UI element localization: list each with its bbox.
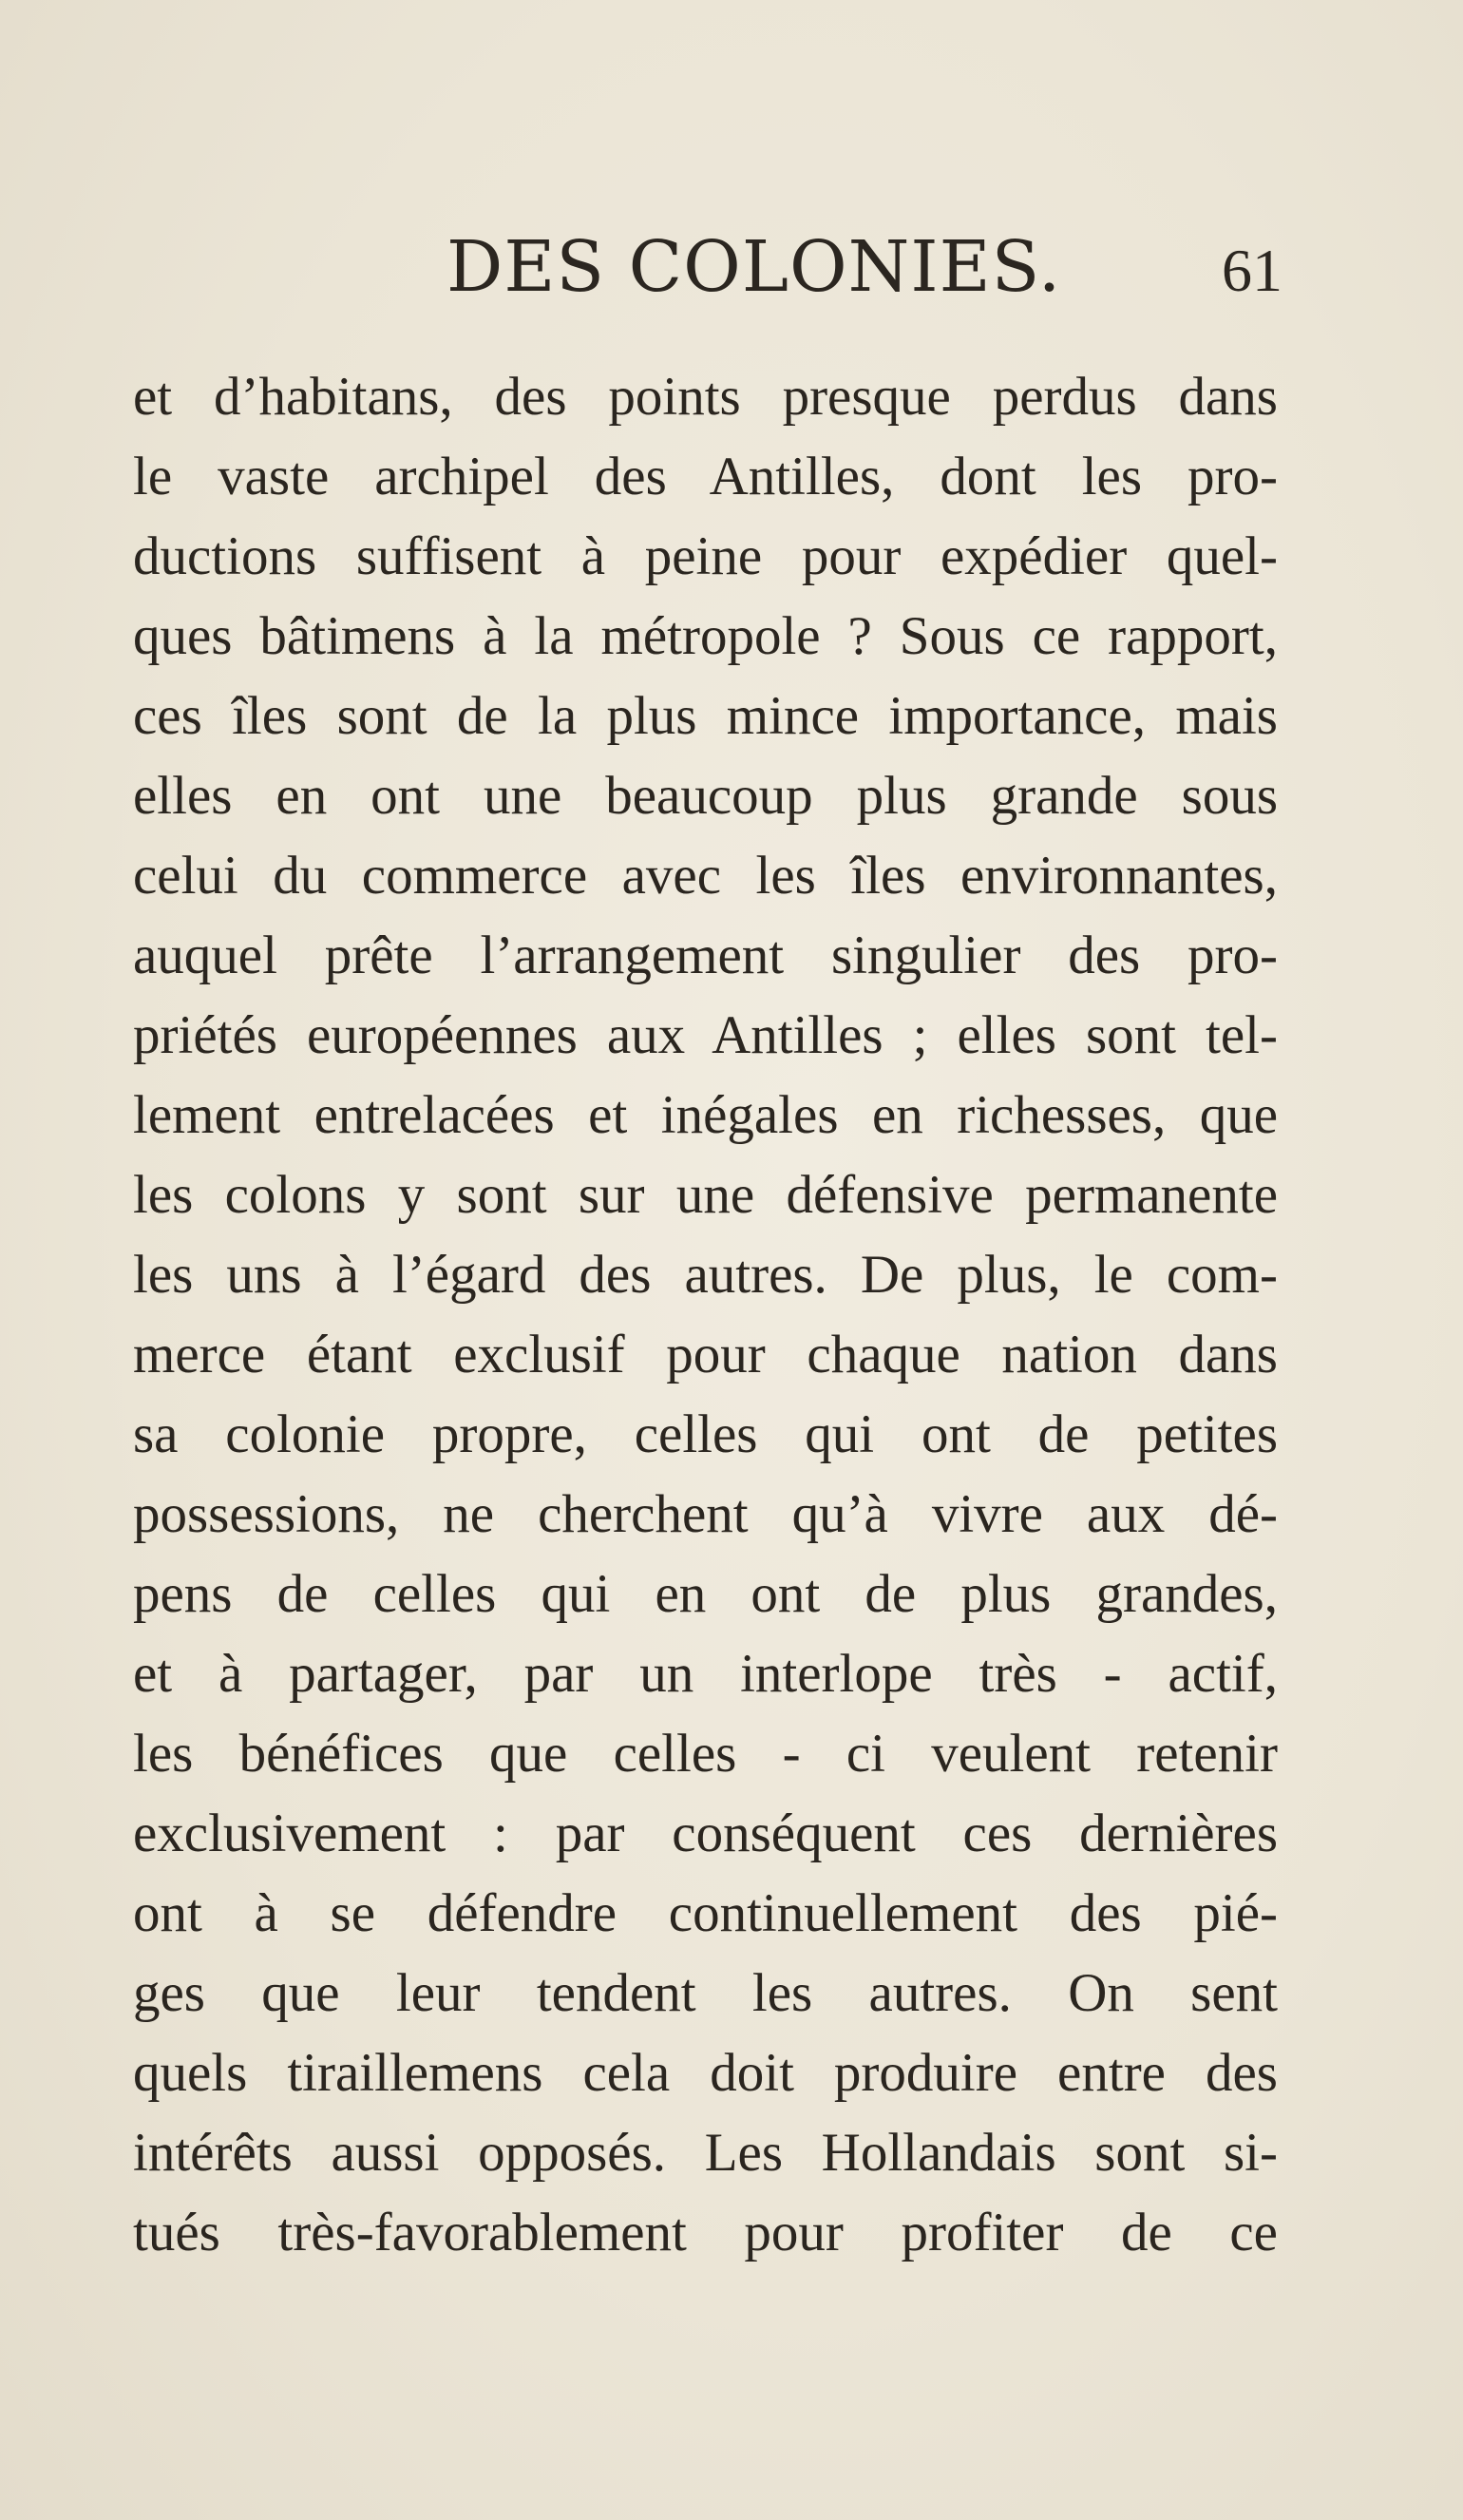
- text-line: tués très-favorablement pour profiter de ce: [133, 2203, 1278, 2262]
- text-line: ces îles sont de la plus mince importance, mais: [133, 686, 1278, 746]
- text-line: merce étant exclusif pour chaque nation dans: [133, 1325, 1278, 1384]
- text-line: ques bâtimens à la métropole ? Sous ce rapport,: [133, 606, 1278, 666]
- text-line: exclusivement : par conséquent ces dernières: [133, 1804, 1278, 1863]
- text-line: quels tiraillemens cela doit produire entre des: [133, 2043, 1278, 2103]
- text-line: elles en ont une beaucoup plus grande sous: [133, 766, 1278, 826]
- page-header: [133, 226, 1282, 331]
- text-line: ductions suffisent à peine pour expédier quel-: [133, 526, 1278, 586]
- text-line: lement entrelacées et inégales en richesses, que: [133, 1085, 1278, 1145]
- text-line: et à partager, par un interlope très - actif,: [133, 1644, 1278, 1704]
- text-line: auquel prête l’arrangement singulier des pro-: [133, 926, 1278, 985]
- text-line: intérêts aussi opposés. Les Hollandais sont si-: [133, 2123, 1278, 2183]
- page-number: 61: [1222, 237, 1282, 304]
- body-text: [133, 357, 1278, 2273]
- text-line: le vaste archipel des Antilles, dont les pro-: [133, 447, 1278, 506]
- text-line: les bénéfices que celles - ci veulent retenir: [133, 1724, 1278, 1784]
- text-line: sa colonie propre, celles qui ont de petites: [133, 1404, 1278, 1464]
- text-line: et d’habitans, des points presque perdus dans: [133, 367, 1278, 427]
- text-line: ges que leur tendent les autres. On sent: [133, 1963, 1278, 2023]
- text-line: possessions, ne cherchent qu’à vivre aux dé-: [133, 1484, 1278, 1544]
- text-line: pens de celles qui en ont de plus grandes,: [133, 1564, 1278, 1624]
- text-line: celui du commerce avec les îles environnantes,: [133, 846, 1278, 906]
- running-title: DES COLONIES.: [446, 226, 1062, 308]
- text-line: ont à se défendre continuellement des pié-: [133, 1883, 1278, 1943]
- text-line: les uns à l’égard des autres. De plus, le com-: [133, 1245, 1278, 1305]
- text-line: les colons y sont sur une défensive permanente: [133, 1165, 1278, 1225]
- text-line: priétés européennes aux Antilles ; elles sont tel-: [133, 1005, 1278, 1065]
